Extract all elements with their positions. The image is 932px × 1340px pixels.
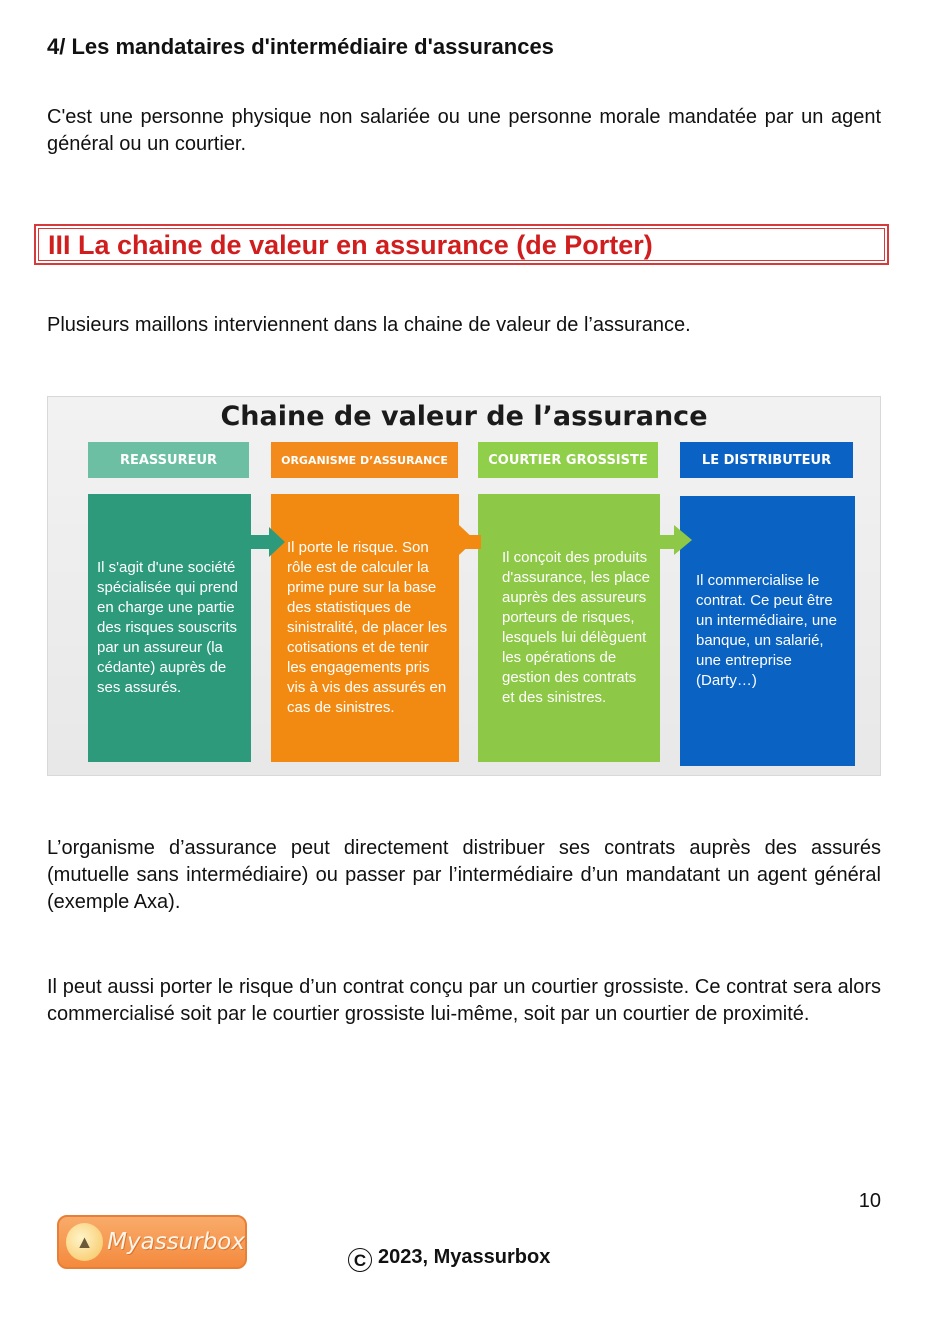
column-reassureur (88, 494, 251, 762)
text-courtier: Il conçoit des produits d'assurance, les place auprès des assureurs porteurs de risques, lesquels lui délèguent les opérations de gestion des contrats et des sinistres. (502, 549, 650, 706)
page-number: 10 (858, 1190, 881, 1212)
footer-copyright (348, 1246, 550, 1272)
footer-text: 2023, Myassurbox (378, 1246, 551, 1268)
header-reassureur: REASSUREUR (88, 442, 249, 478)
text-organisme: Il porte le risque. Son rôle est de calculer la prime pure sur la base des statistiques de sinistralité, de placer les cotisations et de tenir les engagements pris vis à vis des assurés en cas de sinistres. (287, 539, 448, 716)
text-distributeur: Il commercialise le contrat. Ce peut être un intermédiaire, une banque, un salarié, une entreprise (Darty…) (696, 572, 837, 689)
logo-text: Myassurbox (107, 1229, 245, 1255)
arrow-stem-3 (660, 535, 674, 549)
paragraph-intro-chain: Plusieurs maillons interviennent dans la chaine de valeur de l’assurance. (47, 314, 691, 336)
paragraph-courtier: Il peut aussi porter le risque d’un contrat conçu par un courtier grossiste. Ce contrat sera alors commercialisé soit par le courtier grossiste lui-même, soit par un courtier de proximité. (47, 976, 881, 1025)
section-title-box (34, 224, 889, 265)
text-reassureur: Il s'agit d'une société spécialisée qui prend en charge une partie des risques souscrits par un assureur (la cédante) auprès de ses assurés. (97, 559, 238, 696)
arrow-right-icon (459, 525, 475, 555)
header-courtier: COURTIER GROSSISTE (478, 442, 658, 478)
copyright-icon: C (348, 1248, 372, 1272)
brand-logo (57, 1215, 247, 1269)
section-title: III La chaine de valeur en assurance (de Porter) (48, 230, 653, 260)
paragraph-organisme: L’organisme d’assurance peut directement distribuer ses contrats auprès des assurés (mutuelle sans intermédiaire) ou passer par l’intermédiaire d’un mandatant un agent général (exemple Axa). (47, 837, 881, 913)
figure-title: Chaine de valeur de l’assurance (220, 401, 708, 432)
column-courtier (478, 494, 660, 762)
header-organisme: ORGANISME D’ASSURANCE (271, 442, 458, 478)
arrow-right-icon (269, 527, 285, 557)
column-organisme (271, 494, 459, 762)
subsection-heading: 4/ Les mandataires d'intermédiaire d'assurances (47, 34, 554, 59)
arrow-right-icon (674, 525, 692, 555)
value-chain-figure (47, 396, 881, 776)
column-distributeur (680, 496, 855, 766)
graduation-cap-icon: ▲ (66, 1223, 103, 1261)
paragraph-mandataires: C'est une personne physique non salariée ou une personne morale mandatée par un agent général ou un courtier. (47, 106, 881, 155)
header-distributeur: LE DISTRIBUTEUR (680, 442, 853, 478)
